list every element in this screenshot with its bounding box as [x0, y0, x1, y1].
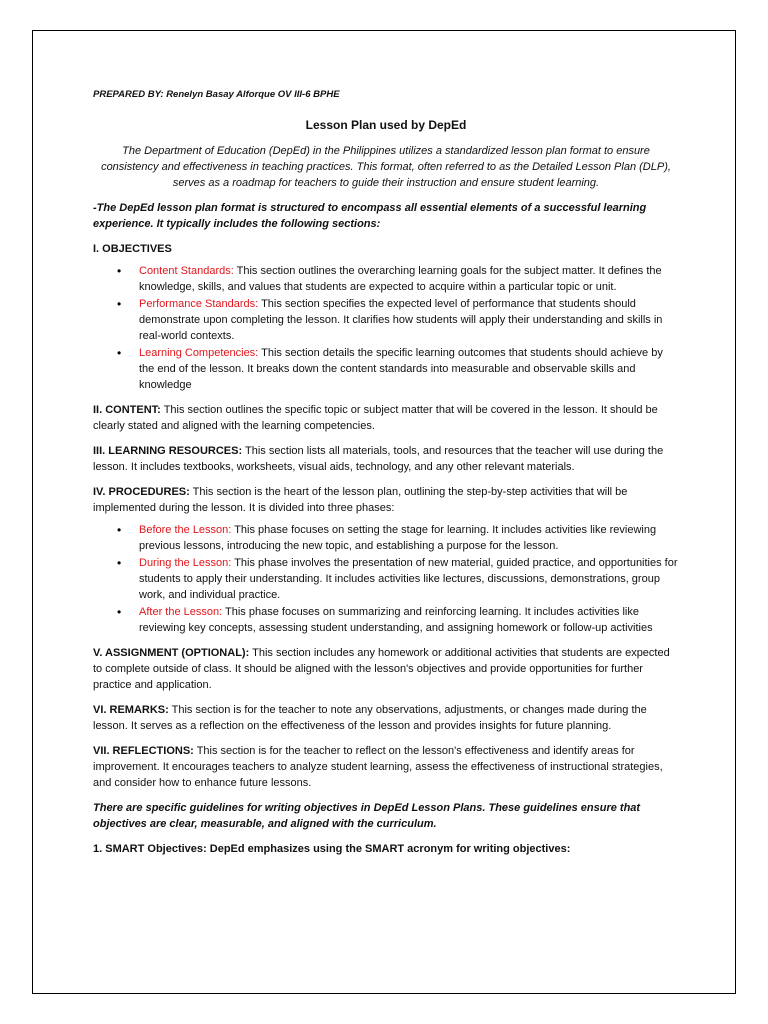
section-text: This section is the heart of the lesson plan, outlining the step-by-step activities that will be implemented during the lesson. It is divided into three phases: — [93, 486, 628, 514]
list-item — [139, 263, 679, 295]
section-heading: II. CONTENT: — [93, 404, 161, 416]
procedures-section — [93, 484, 679, 516]
smart-heading: 1. SMART Objectives: DepEd emphasizes using the SMART acronym for writing objectives: — [93, 843, 571, 855]
content-section — [93, 402, 679, 434]
section-text: This section lists all materials, tools, and resources that the teacher will use during the lesson. It includes textbooks, worksheets, visual aids, technology, and any other relevant materials. — [93, 445, 664, 473]
list-item-term: Content Standards: — [139, 265, 234, 277]
assignment-section — [93, 645, 679, 693]
list-item-term: Before the Lesson: — [139, 524, 232, 536]
list-item — [139, 345, 679, 393]
section-heading: V. ASSIGNMENT (OPTIONAL): — [93, 647, 250, 659]
list-item-text: This phase focuses on summarizing and reinforcing learning. It includes activities like reviewing key concepts, assessing student understanding, and assigning homework or follow-up activities — [139, 606, 653, 634]
list-item-term: Performance Standards: — [139, 298, 259, 310]
list-item-text: This section specifies the expected level of performance that students should demonstrate upon completing the lesson. It clarifies how students will apply their understanding and skills in real-world contexts. — [139, 298, 663, 342]
resources-section — [93, 443, 679, 475]
structure-note: -The DepEd lesson plan format is structured to encompass all essential elements of a successful learning experience. It typically includes the following sections: — [93, 202, 647, 230]
reflections-section — [93, 743, 679, 791]
section-text: This section outlines the specific topic or subject matter that will be covered in the lesson. It should be clearly stated and aligned with the learning competencies. — [93, 404, 658, 432]
list-item-term: After the Lesson: — [139, 606, 223, 618]
section-text: This section is for the teacher to reflect on the lesson's effectiveness and identify areas for improvement. It encourages teachers to analyze student learning, assess the effectiveness of instructional strategies, and consider how to enhance future lessons. — [93, 745, 663, 789]
list-item-text: This section outlines the overarching learning goals for the subject matter. It defines the knowledge, skills, and values that students are expected to acquire within a particular topic or unit. — [139, 265, 662, 293]
list-item-term: During the Lesson: — [139, 557, 232, 569]
section-heading: VII. REFLECTIONS: — [93, 745, 194, 757]
list-item — [139, 555, 679, 603]
section-text: This section is for the teacher to note any observations, adjustments, or changes made during the lesson. It serves as a reflection on the effectiveness of the lesson and provides insights for future planning. — [93, 704, 647, 732]
list-item-text: This phase involves the presentation of new material, guided practice, and opportunities for students to apply their understanding. It includes activities like lectures, discussions, demonstrations, group work, and individual practice. — [139, 557, 678, 601]
remarks-section — [93, 702, 679, 734]
section-heading: III. LEARNING RESOURCES: — [93, 445, 243, 457]
list-item — [139, 522, 679, 554]
procedures-list — [93, 522, 679, 636]
guidelines-note: There are specific guidelines for writing objectives in DepEd Lesson Plans. These guidelines ensure that objectives are clear, measurable, and aligned with the curriculum. — [93, 802, 641, 830]
intro-paragraph: The Department of Education (DepEd) in the Philippines utilizes a standardized lesson plan format to ensure consistency and effectiveness in teaching practices. This format, often referred to as the Detailed Lesson Plan (DLP), serves as a roadmap for teachers to guide their instruction and ensure student learning. — [101, 145, 671, 189]
objectives-heading: I. OBJECTIVES — [93, 243, 172, 255]
section-text: This section includes any homework or additional activities that students are expected to complete outside of class. It should be aligned with the lesson's objectives and provide opportunities for further practice and application. — [93, 647, 670, 691]
list-item-text: This section details the specific learning outcomes that students should achieve by the end of the lesson. It breaks down the content standards into measurable and observable skills and knowledge — [139, 347, 663, 391]
prepared-by: PREPARED BY: Renelyn Basay Alforque OV III-6 BPHE — [93, 89, 340, 100]
page-title: Lesson Plan used by DepEd — [305, 118, 467, 132]
list-item — [139, 296, 679, 344]
list-item-term: Learning Competencies: — [139, 347, 259, 359]
list-item-text: This phase focuses on setting the stage for learning. It includes activities like reviewing previous lessons, introducing the new topic, and establishing a purpose for the lesson. — [139, 524, 657, 552]
list-item — [139, 604, 679, 636]
document-page — [32, 30, 736, 994]
objectives-list — [93, 263, 679, 393]
section-heading: IV. PROCEDURES: — [93, 486, 190, 498]
section-heading: VI. REMARKS: — [93, 704, 169, 716]
document-body — [93, 87, 679, 857]
